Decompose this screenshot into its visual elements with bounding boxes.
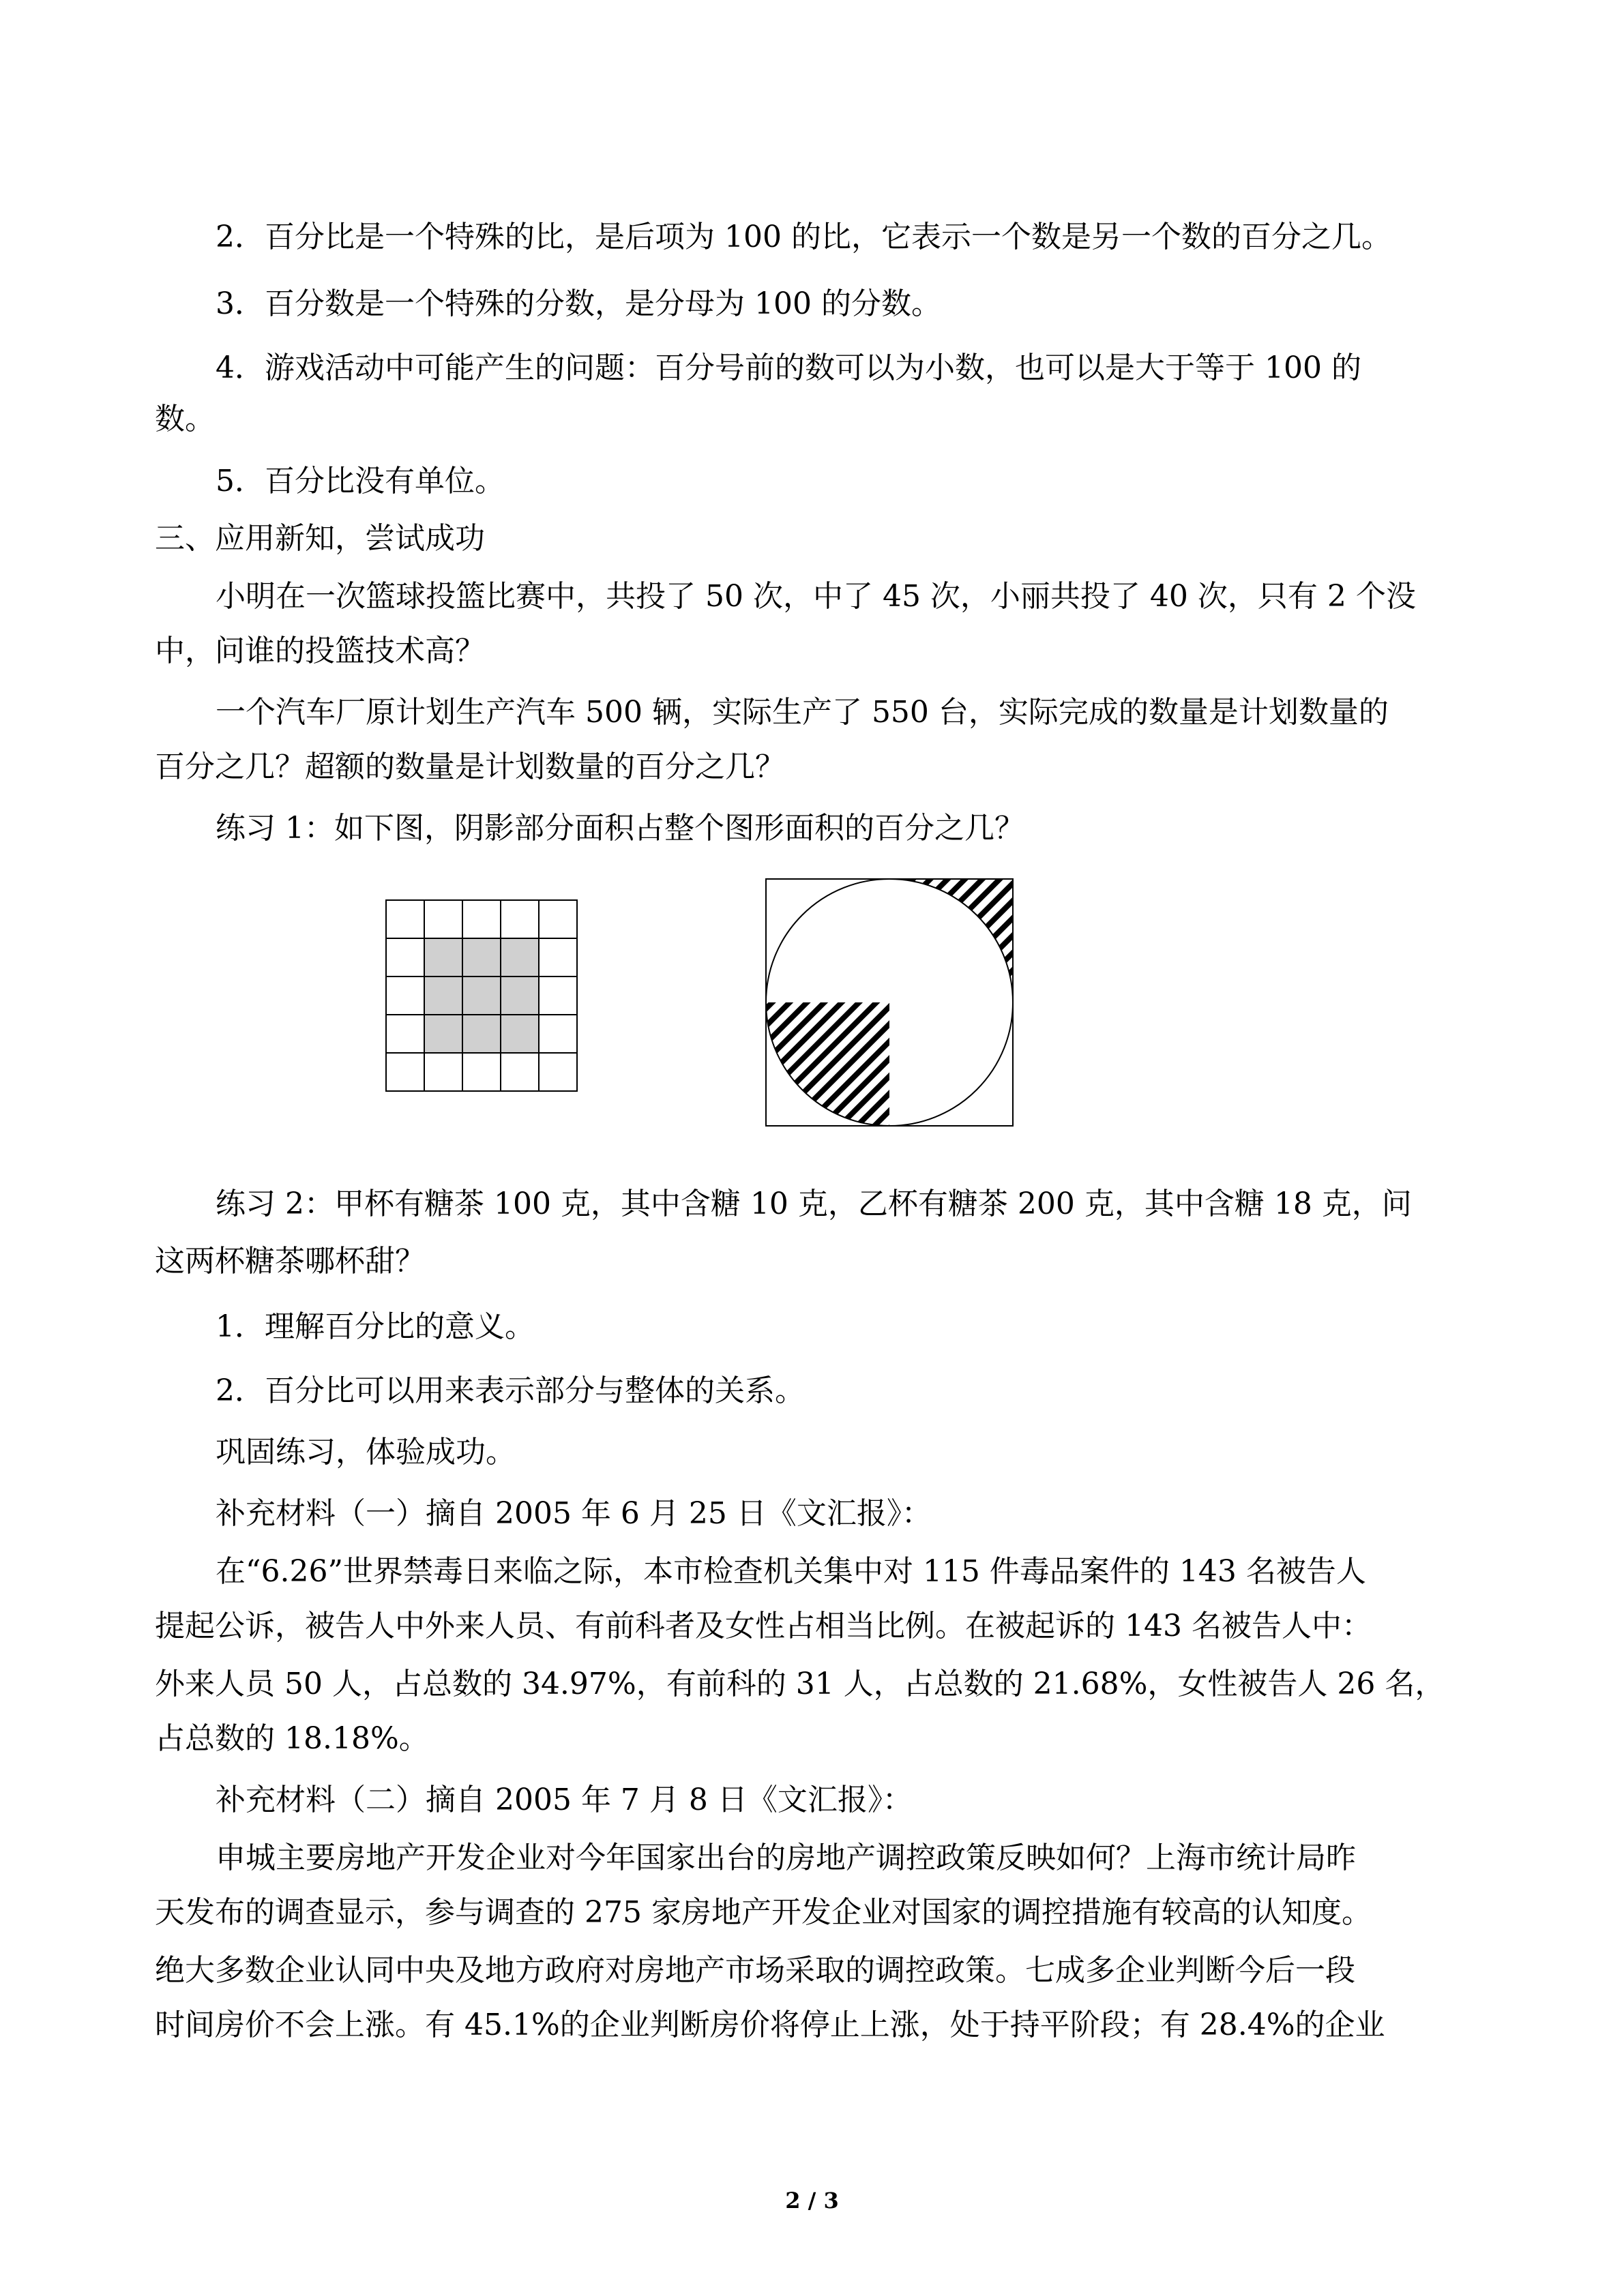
text-line: 百分之几？超额的数量是计划数量的百分之几？ (155, 749, 785, 784)
grid-figure (386, 900, 577, 1091)
text-line: 3．百分数是一个特殊的分数，是分母为 100 的分数。 (216, 286, 941, 321)
text-line: 练习 1：如下图，阴影部分面积占整个图形面积的百分之几？ (216, 811, 1024, 846)
text-line: 2．百分比可以用来表示部分与整体的关系。 (216, 1373, 805, 1408)
page-number: 2 / 3 (785, 2188, 839, 2213)
text-line: 巩固练习，体验成功。 (216, 1435, 516, 1470)
text-line: 5．百分比没有单位。 (216, 464, 505, 498)
section-heading: 三、应用新知，尝试成功 (155, 521, 485, 556)
text-line: 占总数的 18.18%。 (155, 1721, 429, 1756)
text-line: 练习 2：甲杯有糖茶 100 克，其中含糖 10 克，乙杯有糖茶 200 克，其中含糖 18 克，问 (216, 1187, 1412, 1221)
text-line: 补充材料（二）摘自 2005 年 7 月 8 日《文汇报》： (216, 1783, 913, 1817)
text-line: 1．理解百分比的意义。 (216, 1309, 535, 1344)
text-line: 申城主要房地产开发企业对今年国家出台的房地产调控政策反映如何？上海市统计局昨 (216, 1840, 1356, 1875)
text-line: 一个汽车厂原计划生产汽车 500 辆，实际生产了 550 台，实际完成的数量是计划数量的 (216, 695, 1389, 730)
text-line: 这两杯糖茶哪杯甜？ (155, 1244, 425, 1279)
text-line: 外来人员 50 人，占总数的 34.97%，有前科的 31 人，占总数的 21.68%，女性被告人 26 名， (155, 1667, 1445, 1701)
text-line: 中，问谁的投篮技术高？ (155, 633, 485, 668)
circle-square-figure (766, 879, 1013, 1126)
text-line: 绝大多数企业认同中央及地方政府对房地产市场采取的调控政策。七成多企业判断今后一段 (155, 1953, 1355, 1988)
text-line: 天发布的调查显示，参与调查的 275 家房地产开发企业对国家的调控措施有较高的认知度。 (155, 1895, 1372, 1930)
text-line: 2．百分比是一个特殊的比，是后项为 100 的比，它表示一个数是另一个数的百分之几。 (216, 220, 1391, 254)
text-line: 时间房价不会上涨。有 45.1%的企业判断房价将停止上涨，处于持平阶段；有 28.4%的企业 (155, 2008, 1385, 2042)
text-line: 在“6.26”世界禁毒日来临之际，本市检查机关集中对 115 件毒品案件的 143 名被告人 (216, 1554, 1366, 1589)
text-line: 数。 (155, 402, 215, 436)
text-line: 提起公诉，被告人中外来人员、有前科者及女性占相当比例。在被起诉的 143 名被告人中： (155, 1609, 1372, 1643)
text-line: 补充材料（一）摘自 2005 年 6 月 25 日《文汇报》： (216, 1496, 932, 1531)
text-line: 小明在一次篮球投篮比赛中，共投了 50 次，中了 45 次，小丽共投了 40 次，只有 2 个没 (216, 579, 1416, 614)
text-line: 4．游戏活动中可能产生的问题：百分号前的数可以为小数，也可以是大于等于 100 的 (216, 351, 1361, 385)
